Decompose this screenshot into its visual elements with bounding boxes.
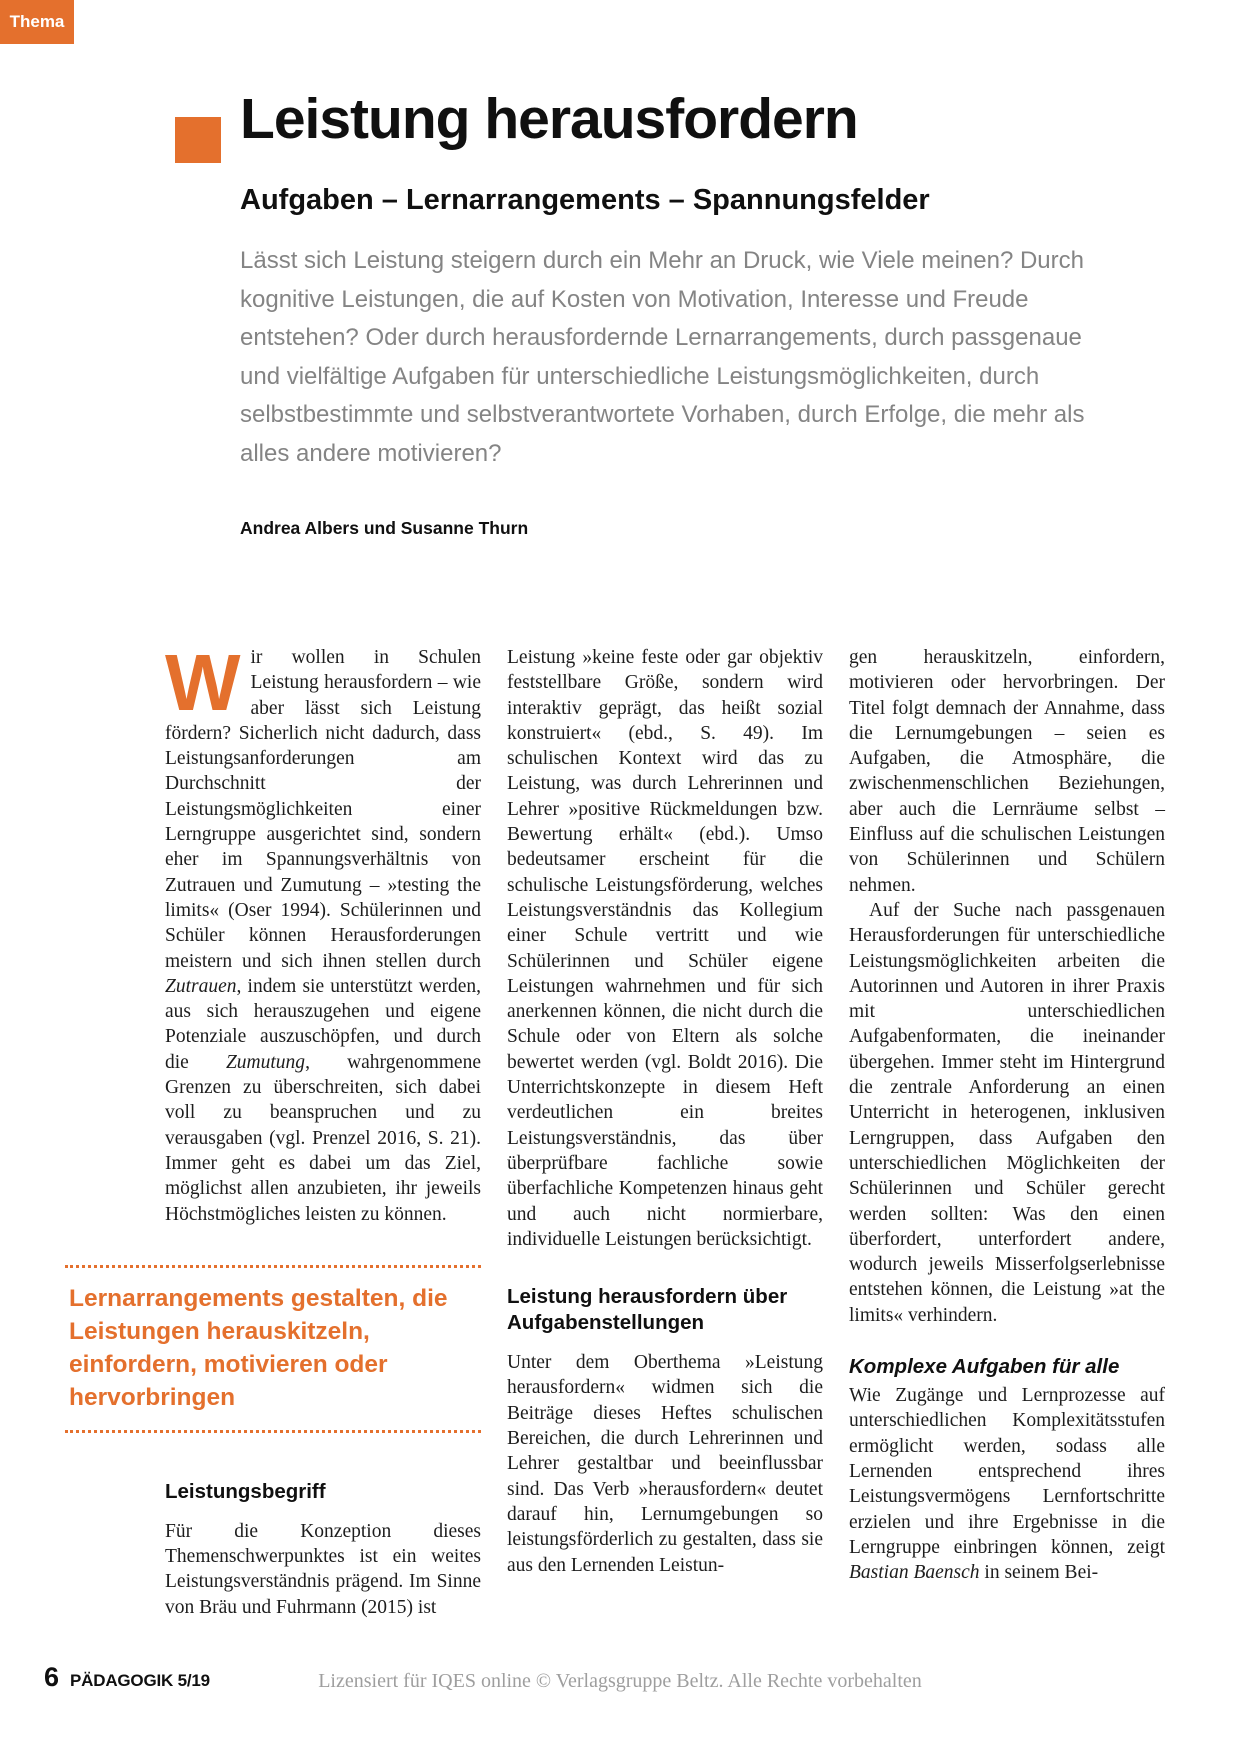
paragraph: Unter dem Oberthema »Leistung herausfordern« widmen sich die Beiträge dieses Heftes schulischen Bereichen, die durch Lehrerinnen und Lehrer gestaltbar und beeinflussbar sind. Das Verb »herausfordern« deutet darauf hin, Lernumgebungen so leistungsförderlich zu gestalten, dass sie aus den Lernenden Leistun-: [507, 1352, 823, 1576]
footer-page-number: 6: [44, 1662, 60, 1692]
section-heading-leistungsbegriff: Leistungsbegriff: [165, 1479, 326, 1503]
page-title: Leistung herausfordern: [240, 87, 858, 151]
section-heading-komplexe-aufgaben: Komplexe Aufgaben für alle: [849, 1355, 1120, 1379]
paragraph: gen herauskitzeln, einfordern, motivieren oder hervorbringen. Der Titel folgt demnach der Annahme, dass die Lernumgebungen – seien es Aufgaben, die Atmosphäre, die zwischenmenschlichen Beziehungen, aber auch die Lernräume selbst – Einfluss auf die schulischen Leistungen von Schülerinnen und Schülern nehmen.: [849, 647, 1165, 896]
article-body: [69, 638, 1165, 1620]
section-heading-aufgabenstellungen: Leistung herausfordern über Aufgabenstellungen: [507, 1285, 788, 1335]
column-2: [507, 645, 823, 1620]
paragraph-intro: [165, 638, 481, 1227]
title-bullet-icon: [175, 117, 221, 163]
thema-tag: Thema: [0, 0, 74, 44]
page-subtitle: Aufgaben – Lernarrangements – Spannungsfelder: [240, 184, 930, 216]
paragraph: Wie Zugänge und Lernprozesse auf unterschiedlichen Komplexitätsstufen ermöglicht werden, sodass alle Lernenden entsprechend ihres Leistungsvermögens Lernfortschritte erzielen und ihre Ergebnisse in die Lerngruppe einbringen können, zeigt Bastian Baensch in seinem Bei-: [849, 1385, 1165, 1584]
paragraph: Für die Konzeption dieses Themenschwerpunktes ist ein weites Leistungsverständnis prägend. Im Sinne von Bräu und Fuhrmann (2015) ist: [165, 1520, 481, 1618]
lead-paragraph: Lässt sich Leistung steigern durch ein Mehr an Druck, wie Viele meinen? Durch kognitive Leistungen, die auf Kosten von Motivation, Interesse und Freude entstehen? Oder durch herausfordernde Lernarrangements, durch passgenaue und vielfältige Aufgaben für unterschiedliche Leistungsmöglichkeiten, durch selbstbestimmte und selbstverantwortete Vorhaben, durch Erfolge, die mehr als alles andere motivieren?: [240, 247, 1085, 467]
paragraph: Leistung »keine feste oder gar objektiv feststellbare Größe, sondern wird interaktiv geprägt, das heißt sozial konstruiert« (ebd., S. 49). Im schulischen Kontext wird das zu Leistung, was durch Lehrerinnen und Lehrer »positive Rückmeldungen bzw. Bewertung erhält« (ebd.). Umso bedeutsamer erscheint für die schulische Leistungsförderung, welches Leistungsverständnis das Kollegium einer Schule vertritt und wie Schülerinnen und Schüler eigene Leistungen wahrnehmen und für sich anerkennen können, die nicht durch die Schule oder von Eltern als solche bewertet werden (vgl. Boldt 2016). Die Unterrichtskonzepte in diesem Heft verdeutlichen ein breites Leistungsverständnis, das über überprüfbare fachliche sowie überfachliche Kompetenzen hinaus geht und auch nicht normierbare, individuelle Leistungen berücksichtigt.: [507, 647, 823, 1250]
column-1: [69, 638, 481, 1620]
pull-quote: Lernarrangements gestalten, die Leistungen herauskitzeln, einfordern, motivieren oder hervorbringen: [65, 1265, 481, 1433]
paragraph: Auf der Suche nach passgenauen Herausforderungen für unterschiedliche Leistungsmöglichkeiten arbeiten die Autorinnen und Autoren in ihrer Praxis mit unterschiedlichen Aufgabenformaten, die ineinander übergehen. Immer steht im Hintergrund die zentrale Anforderung an einen Unterricht in heterogenen, inklusiven Lerngruppen, dass Aufgaben den unterschiedlichen Möglichkeiten der Schülerinnen und Schüler gerecht werden sollten: Was den einen überfordert, unterfordert andere, wodurch jeweils Misserfolgserlebnisse entstehen können, die Leistung »at the limits« verhindern.: [849, 899, 1165, 1326]
footer-license-text: Lizensiert für IQES online © Verlagsgruppe Beltz. Alle Rechte vorbehalten: [318, 1670, 922, 1692]
authors-line: Andrea Albers und Susanne Thurn: [240, 518, 529, 538]
footer-journal-name: PÄDAGOGIK 5/19: [70, 1671, 210, 1690]
paragraph-text: ir wollen in Schulen Leistung herausfordern – wie aber lässt sich Leistung fördern? Sicherlich nicht dadurch, dass Leistungsanforderungen am Durchschnitt der Leistungsmöglichkeiten einer Lerngruppe ausgerichtet sind, sondern eher im Spannungsverhältnis von Zutrauen und Zumutung – »testing the limits« (Oser 1994). Schülerinnen und Schüler können Herausforderungen meistern und sich ihnen stellen durch Zutrauen, indem sie unterstützt werden, aus sich herauszugehen und eigene Potenziale auszuschöpfen, und durch die Zumutung, wahrgenommene Grenzen zu überschreiten, sich dabei voll zu beanspruchen und zu verausgaben (vgl. Prenzel 2016, S. 21). Immer geht es dabei um das Ziel, möglichst allen anzubieten, ihr jeweils Höchstmögliches leisten zu können.: [165, 647, 481, 1225]
drop-cap: W: [165, 638, 241, 727]
column-3: [849, 645, 1165, 1620]
